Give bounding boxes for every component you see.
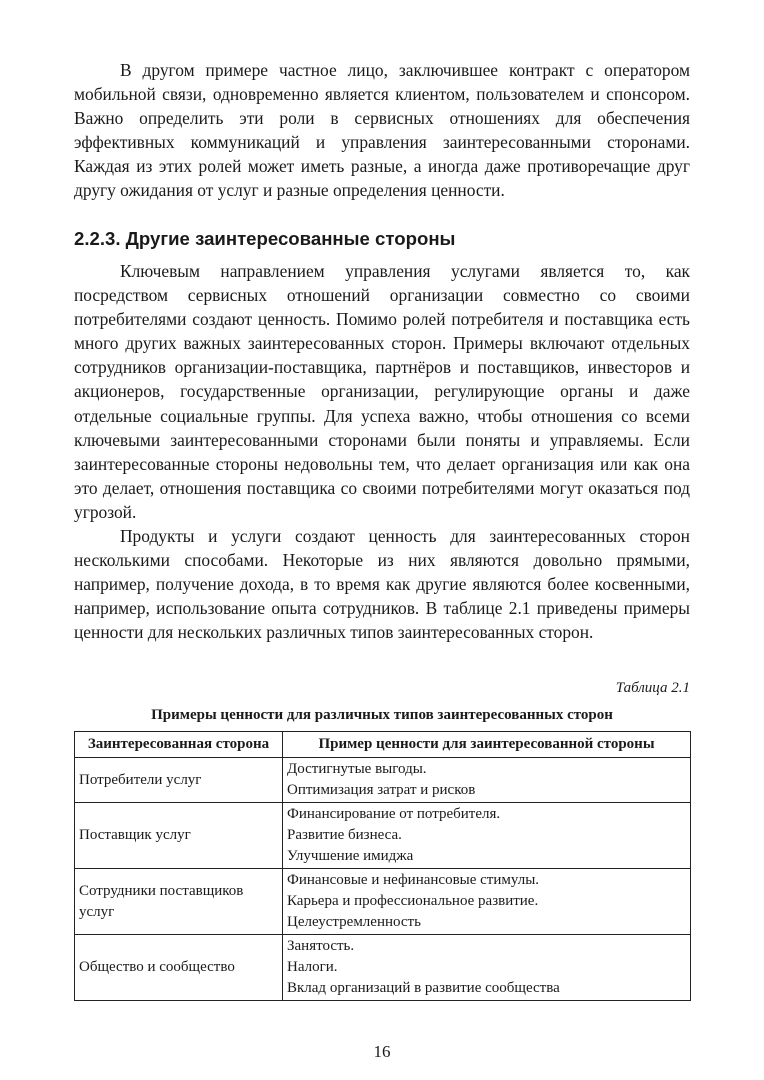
table-row bbox=[75, 869, 691, 935]
paragraph-roles: В другом примере частное лицо, заключившее контракт с оператором мобильной связи, одновременно является клиентом, пользователем и спонсором. Важно определить эти роли в сервисных отношениях для обеспечения эффективных коммуникаций и управления заинтересованными сторонами. Каждая из этих ролей может иметь разные, а иногда даже противоречащие друг другу ожидания от услуг и разные определения ценности. bbox=[74, 60, 690, 201]
page-number: 16 bbox=[373, 1042, 391, 1061]
value-line: Достигнутые выгоды. bbox=[287, 761, 427, 777]
stakeholder-value-table bbox=[74, 731, 691, 1001]
table-row bbox=[75, 935, 691, 1001]
value-cell bbox=[283, 803, 691, 869]
value-line: Целеустремленность bbox=[287, 914, 421, 930]
value-line: Развитие бизнеса. bbox=[287, 827, 402, 843]
table-row bbox=[75, 803, 691, 869]
value-cell bbox=[283, 869, 691, 935]
paragraph-products-value: Продукты и услуги создают ценность для заинтересованных сторон несколькими способами. Некоторые из них являются довольно прямыми, например, получение дохода, в то время как другие являются более косвенными, например, использование опыта сотрудников. В таблице 2.1 приведены примеры ценности для нескольких различных типов заинтересованных сторон. bbox=[74, 526, 690, 643]
value-cell bbox=[283, 935, 691, 1001]
stakeholder-cell: Общество и сообщество bbox=[75, 935, 283, 1001]
section-heading: 2.2.3. Другие заинтересованные стороны bbox=[74, 228, 456, 249]
value-line: Занятость. bbox=[287, 938, 355, 954]
stakeholder-cell: Поставщик услуг bbox=[75, 803, 283, 869]
value-cell bbox=[283, 758, 691, 803]
value-line: Оптимизация затрат и рисков bbox=[287, 782, 476, 798]
header-stakeholder: Заинтересованная сторона bbox=[75, 732, 283, 758]
value-line: Улучшение имиджа bbox=[287, 848, 414, 864]
paragraph-key-direction: Ключевым направлением управления услугами является то, как посредством сервисных отношений организации совместно со своими потребителями создают ценность. Помимо ролей потребителя и поставщика есть много других важных заинтересованных сторон. Примеры включают отдельных сотрудников организации-поставщика, партнёров и поставщиков, инвесторов и акционеров, государственные организации, регулирующие органы и даже отдельные социальные группы. Для успеха важно, чтобы отношения со всеми ключевыми заинтересованными сторонами были поняты и управляемы. Если заинтересованные стороны недовольны тем, что делает организация или как она это делает, отношения поставщика со своими потребителями могут оказаться под угрозой. bbox=[74, 261, 690, 522]
table-row bbox=[75, 758, 691, 803]
table-title: Примеры ценности для различных типов заинтересованных сторон bbox=[151, 707, 613, 723]
section-body bbox=[74, 259, 690, 645]
table-header-row bbox=[75, 732, 691, 758]
table-label: Таблица 2.1 bbox=[615, 680, 690, 696]
value-line: Финансовые и нефинансовые стимулы. bbox=[287, 872, 540, 888]
value-line: Карьера и профессиональное развитие. bbox=[287, 893, 539, 909]
value-line: Налоги. bbox=[287, 959, 338, 975]
value-line: Финансирование от потребителя. bbox=[287, 806, 501, 822]
header-value-example: Пример ценности для заинтересованной стороны bbox=[283, 732, 691, 758]
value-line: Вклад организаций в развитие сообщества bbox=[287, 980, 560, 996]
stakeholder-cell: Сотрудники поставщиков услуг bbox=[75, 869, 283, 935]
stakeholder-cell: Потребители услуг bbox=[75, 758, 283, 803]
